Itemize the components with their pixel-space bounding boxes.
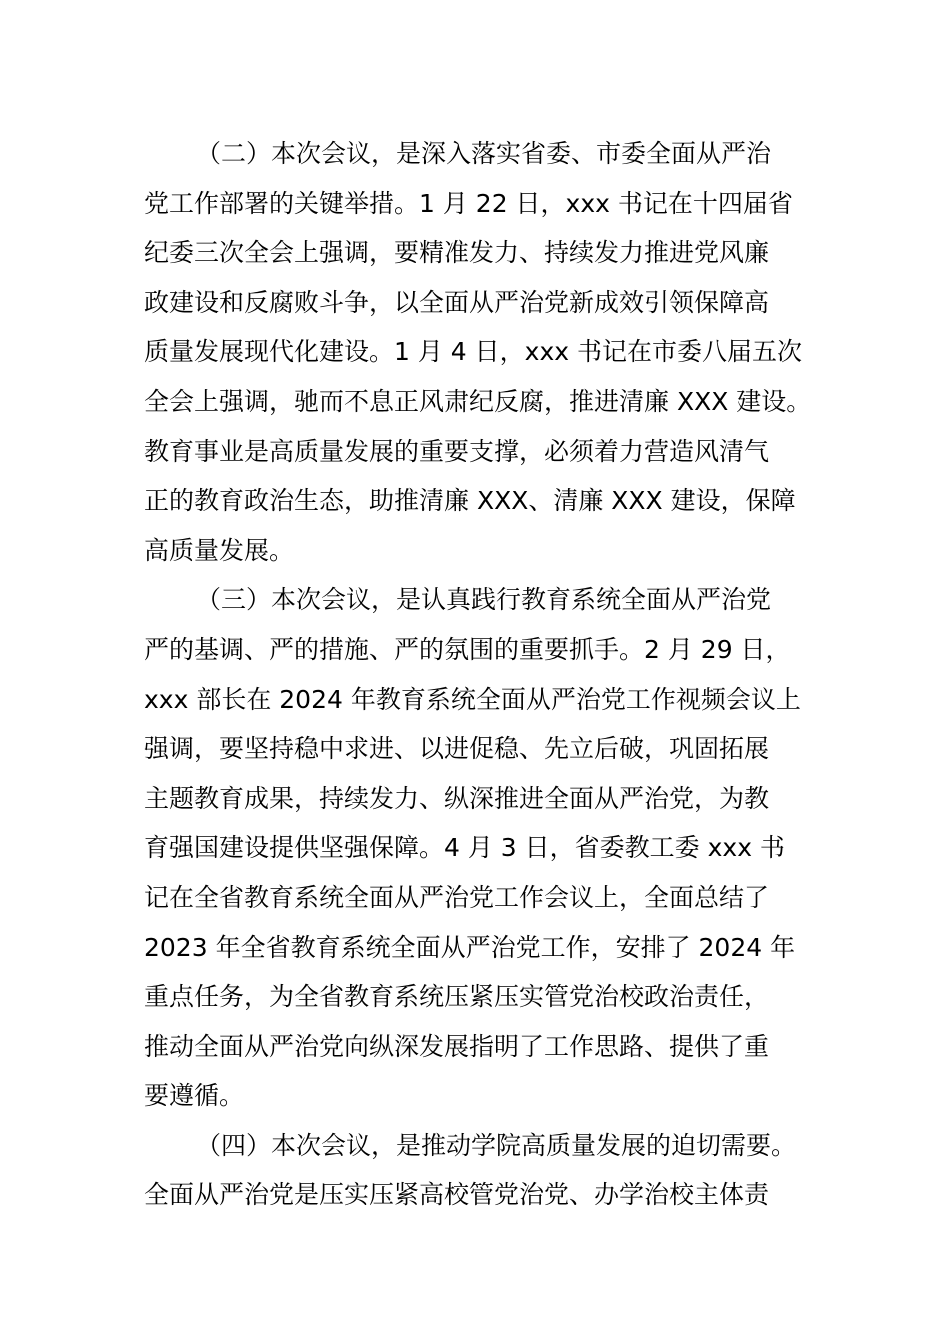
paragraph-line: 记在全省教育系统全面从严治党工作会议上，全面总结了 bbox=[144, 882, 770, 912]
paragraph-4 bbox=[144, 1121, 816, 1220]
paragraph-line: （三）本次会议，是认真践行教育系统全面从严治党 bbox=[196, 585, 772, 615]
paragraph-line: 全面从严治党是压实压紧高校管党治党、办学治校主体责 bbox=[144, 1180, 770, 1210]
paragraph-line: 高质量发展。 bbox=[144, 535, 295, 565]
paragraph-line: 育强国建设提供坚强保障。4 月 3 日，省委教工委 xxx 书 bbox=[144, 833, 785, 863]
paragraph-line: 全会上强调，驰而不息正风肃纪反腐，推进清廉 XXX 建设。 bbox=[144, 386, 812, 416]
paragraph-3 bbox=[144, 575, 816, 1121]
paragraph-line: 党工作部署的关键举措。1 月 22 日，xxx 书记在十四届省 bbox=[144, 188, 793, 218]
paragraph-line: 要遵循。 bbox=[144, 1081, 245, 1111]
paragraph-line: 重点任务，为全省教育系统压紧压实管党治校政治责任， bbox=[144, 982, 770, 1012]
paragraph-line: （二）本次会议，是深入落实省委、市委全面从严治 bbox=[196, 139, 772, 168]
paragraph-line: （四）本次会议，是推动学院高质量发展的迫切需要。 bbox=[196, 1130, 797, 1160]
paragraph-line: 强调，要坚持稳中求进、以进促稳、先立后破，巩固拓展 bbox=[144, 734, 770, 764]
paragraph-line: 主题教育成果，持续发力、纵深推进全面从严治党，为教 bbox=[144, 783, 770, 813]
paragraph-line: 推动全面从严治党向纵深发展指明了工作思路、提供了重 bbox=[144, 1031, 770, 1061]
paragraph-line: 严的基调、严的措施、严的氛围的重要抓手。2 月 29 日， bbox=[144, 634, 791, 664]
paragraph-line: 纪委三次全会上强调，要精准发力、持续发力推进党风廉 bbox=[144, 238, 770, 268]
paragraph-line: 政建设和反腐败斗争，以全面从严治党新成效引领保障高 bbox=[144, 287, 770, 317]
paragraph-line: 教育事业是高质量发展的重要支撑，必须着力营造风清气 bbox=[144, 436, 770, 466]
paragraph-line: 质量发展现代化建设。1 月 4 日，xxx 书记在市委八届五次 bbox=[144, 337, 802, 367]
paragraph-2 bbox=[144, 129, 816, 575]
paragraph-line: 正的教育政治生态，助推清廉 XXX、清廉 XXX 建设，保障 bbox=[144, 486, 796, 516]
paragraph-line: xxx 部长在 2024 年教育系统全面从严治党工作视频会议上 bbox=[144, 684, 801, 714]
paragraph-line: 2023 年全省教育系统全面从严治党工作，安排了 2024 年 bbox=[144, 932, 796, 962]
document-body bbox=[144, 129, 816, 1220]
